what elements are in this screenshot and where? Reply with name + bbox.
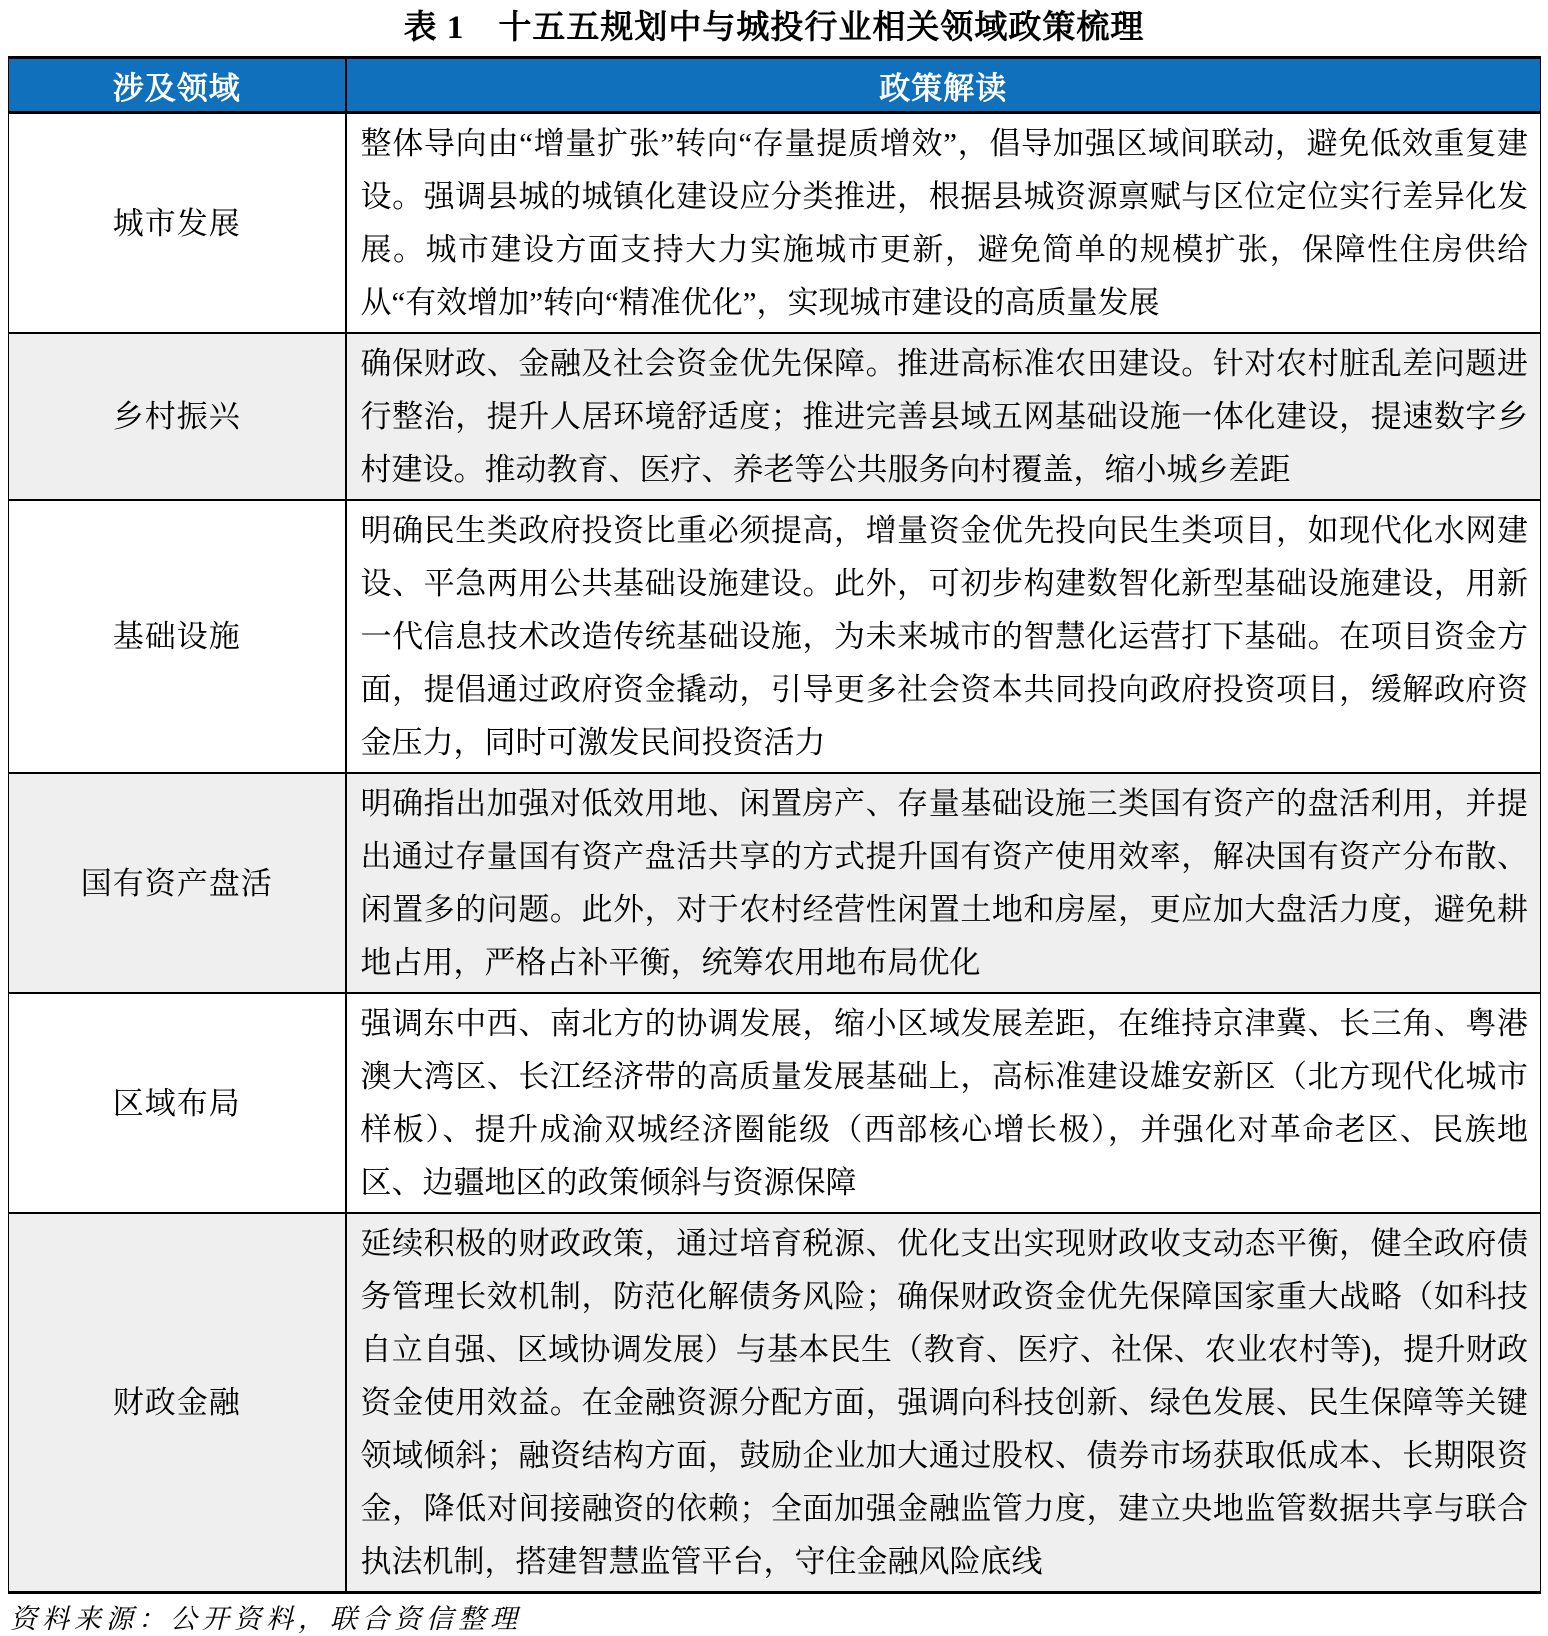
area-cell-infrastructure: 基础设施: [9, 500, 346, 773]
column-header-policy: 政策解读: [346, 58, 1541, 113]
policy-table: [8, 56, 1541, 1594]
policy-cell-fiscal-finance: 延续积极的财政政策，通过培育税源、优化支出实现财政收支动态平衡，健全政府债务管理长效机制，防范化解债务风险；确保财政资金优先保障国家重大战略（如科技自立自强、区域协调发展）与基本民生（教育、医疗、社保、农业农村等)，提升财政资金使用效益。在金融资源分配方面，强调向科技创新、绿色发展、民生保障等关键领域倾斜；融资结构方面，鼓励企业加大通过股权、债券市场获取低成本、长期限资金，降低对间接融资的依赖；全面加强金融监管力度，建立央地监管数据共享与联合执法机制，搭建智慧监管平台，守住金融风险底线: [346, 1213, 1541, 1593]
table-title: 表 1 十五五规划中与城投行业相关领域政策梳理: [403, 10, 1145, 46]
policy-cell-urban-development: 整体导向由“增量扩张”转向“存量提质增效”，倡导加强区域间联动，避免低效重复建设。强调县城的城镇化建设应分类推进，根据县城资源禀赋与区位定位实行差异化发展。城市建设方面支持大力实施城市更新，避免简单的规模扩张，保障性住房供给从“有效增加”转向“精准优化”，实现城市建设的高质量发展: [346, 113, 1541, 334]
area-cell-state-asset-activation: 国有资产盘活: [9, 773, 346, 993]
table-header-row: [9, 58, 1541, 113]
table-row: [9, 333, 1541, 500]
policy-cell-infrastructure: 明确民生类政府投资比重必须提高，增量资金优先投向民生类项目，如现代化水网建设、平急两用公共基础设施建设。此外，可初步构建数智化新型基础设施建设，用新一代信息技术改造传统基础设施，为未来城市的智慧化运营打下基础。在项目资金方面，提倡通过政府资金撬动，引导更多社会资本共同投向政府投资项目，缓解政府资金压力，同时可激发民间投资活力: [346, 500, 1541, 773]
area-cell-fiscal-finance: 财政金融: [9, 1213, 346, 1593]
table-row: [9, 500, 1541, 773]
policy-cell-regional-layout: 强调东中西、南北方的协调发展，缩小区域发展差距，在维持京津冀、长三角、粤港澳大湾区、长江经济带的高质量发展基础上，高标准建设雄安新区（北方现代化城市样板）、提升成渝双城经济圈能级（西部核心增长极），并强化对革命老区、民族地区、边疆地区的政策倾斜与资源保障: [346, 993, 1541, 1213]
source-note: 资料来源：公开资料，联合资信整理: [10, 1604, 522, 1634]
policy-cell-state-asset-activation: 明确指出加强对低效用地、闲置房产、存量基础设施三类国有资产的盘活利用，并提出通过存量国有资产盘活共享的方式提升国有资产使用效率，解决国有资产分布散、闲置多的问题。此外，对于农村经营性闲置土地和房屋，更应加大盘活力度，避免耕地占用，严格占补平衡，统筹农用地布局优化: [346, 773, 1541, 993]
policy-cell-rural-revitalization: 确保财政、金融及社会资金优先保障。推进高标准农田建设。针对农村脏乱差问题进行整治，提升人居环境舒适度；推进完善县域五网基础设施一体化建设，提速数字乡村建设。推动教育、医疗、养老等公共服务向村覆盖，缩小城乡差距: [346, 333, 1541, 500]
area-cell-urban-development: 城市发展: [9, 113, 346, 334]
column-header-area: 涉及领域: [9, 58, 346, 113]
table-row: [9, 773, 1541, 993]
table-row: [9, 1213, 1541, 1593]
table-row: [9, 113, 1541, 334]
table-row: [9, 993, 1541, 1213]
area-cell-rural-revitalization: 乡村振兴: [9, 333, 346, 500]
area-cell-regional-layout: 区域布局: [9, 993, 346, 1213]
